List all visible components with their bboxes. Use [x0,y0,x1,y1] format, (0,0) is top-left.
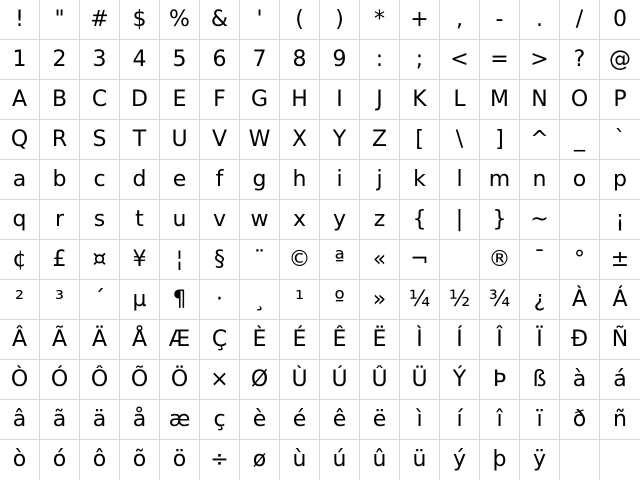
glyph-cell[interactable]: ? [560,40,600,80]
glyph-cell[interactable]: ® [480,240,520,280]
glyph-cell[interactable]: W [240,120,280,160]
glyph-cell[interactable]: Z [360,120,400,160]
glyph-cell[interactable]: r [40,200,80,240]
glyph-cell[interactable]: O [560,80,600,120]
glyph-cell[interactable]: s [80,200,120,240]
glyph-cell[interactable]: j [360,160,400,200]
glyph-cell[interactable]: û [360,440,400,480]
glyph-cell[interactable]: k [400,160,440,200]
glyph-cell[interactable]: þ [480,440,520,480]
glyph-cell[interactable] [600,440,640,480]
glyph-cell[interactable]: à [560,360,600,400]
glyph-cell[interactable]: b [40,160,80,200]
glyph-cell[interactable]: ø [240,440,280,480]
glyph-cell[interactable]: - [480,0,520,40]
glyph-cell[interactable]: F [200,80,240,120]
glyph-cell[interactable]: ì [400,400,440,440]
glyph-cell[interactable]: ¶ [160,280,200,320]
glyph-cell[interactable]: é [280,400,320,440]
glyph-cell[interactable]: \ [440,120,480,160]
glyph-cell[interactable]: o [560,160,600,200]
glyph-cell[interactable]: ¡ [600,200,640,240]
glyph-cell[interactable]: ´ [80,280,120,320]
glyph-cell[interactable]: 5 [160,40,200,80]
glyph-cell[interactable]: L [440,80,480,120]
glyph-cell[interactable]: A [0,80,40,120]
glyph-cell[interactable]: Ï [520,320,560,360]
glyph-cell[interactable]: º [320,280,360,320]
glyph-cell[interactable]: f [200,160,240,200]
glyph-cell[interactable]: B [40,80,80,120]
glyph-cell[interactable]: X [280,120,320,160]
glyph-cell[interactable] [560,440,600,480]
glyph-cell[interactable]: Y [320,120,360,160]
glyph-cell[interactable]: 8 [280,40,320,80]
glyph-cell[interactable]: ) [320,0,360,40]
glyph-cell[interactable]: P [600,80,640,120]
glyph-cell[interactable]: Õ [120,360,160,400]
glyph-cell[interactable]: Ç [200,320,240,360]
glyph-cell[interactable]: # [80,0,120,40]
glyph-cell[interactable]: c [80,160,120,200]
glyph-cell[interactable]: î [480,400,520,440]
glyph-cell[interactable]: & [200,0,240,40]
glyph-cell[interactable]: 2 [40,40,80,80]
glyph-cell[interactable]: < [440,40,480,80]
glyph-cell[interactable]: y [320,200,360,240]
glyph-cell[interactable]: ¦ [160,240,200,280]
glyph-cell[interactable]: Æ [160,320,200,360]
glyph-cell[interactable]: z [360,200,400,240]
glyph-cell[interactable]: h [280,160,320,200]
glyph-cell[interactable]: + [400,0,440,40]
glyph-cell[interactable]: ª [320,240,360,280]
glyph-cell[interactable]: d [120,160,160,200]
glyph-cell[interactable]: ( [280,0,320,40]
glyph-cell[interactable]: Ü [400,360,440,400]
glyph-cell[interactable]: 4 [120,40,160,80]
glyph-cell[interactable]: g [240,160,280,200]
glyph-cell[interactable]: ß [520,360,560,400]
glyph-cell[interactable]: ý [440,440,480,480]
glyph-cell[interactable]: ù [280,440,320,480]
glyph-cell[interactable]: Ã [40,320,80,360]
glyph-cell[interactable]: © [280,240,320,280]
glyph-cell[interactable]: ¾ [480,280,520,320]
glyph-cell[interactable]: ² [0,280,40,320]
glyph-cell[interactable]: Ì [400,320,440,360]
glyph-cell[interactable]: È [240,320,280,360]
glyph-cell[interactable]: ë [360,400,400,440]
glyph-cell[interactable]: ü [400,440,440,480]
glyph-cell[interactable]: ð [560,400,600,440]
glyph-cell[interactable]: | [440,200,480,240]
glyph-cell[interactable]: Ä [80,320,120,360]
glyph-cell[interactable]: ñ [600,400,640,440]
glyph-cell[interactable]: " [40,0,80,40]
glyph-cell[interactable]: Ò [0,360,40,400]
glyph-cell[interactable]: ä [80,400,120,440]
glyph-cell[interactable]: ¹ [280,280,320,320]
glyph-cell[interactable]: ; [400,40,440,80]
glyph-cell[interactable]: e [160,160,200,200]
glyph-cell[interactable]: U [160,120,200,160]
glyph-cell[interactable]: Û [360,360,400,400]
glyph-cell[interactable]: ¤ [80,240,120,280]
glyph-cell[interactable]: V [200,120,240,160]
glyph-cell[interactable]: x [280,200,320,240]
glyph-cell[interactable]: % [160,0,200,40]
glyph-cell[interactable]: M [480,80,520,120]
glyph-cell[interactable]: õ [120,440,160,480]
glyph-cell[interactable]: ¯ [520,240,560,280]
glyph-cell[interactable]: u [160,200,200,240]
glyph-cell[interactable]: { [400,200,440,240]
glyph-cell[interactable]: 6 [200,40,240,80]
glyph-cell[interactable]: ' [240,0,280,40]
glyph-cell[interactable]: $ [120,0,160,40]
glyph-cell[interactable]: a [0,160,40,200]
glyph-cell[interactable]: Ë [360,320,400,360]
glyph-cell[interactable]: ½ [440,280,480,320]
glyph-cell[interactable]: · [200,280,240,320]
glyph-cell[interactable]: 3 [80,40,120,80]
glyph-cell[interactable]: ¥ [120,240,160,280]
glyph-cell[interactable]: l [440,160,480,200]
glyph-cell[interactable]: ~ [520,200,560,240]
glyph-cell[interactable]: £ [40,240,80,280]
glyph-cell[interactable]: ` [600,120,640,160]
glyph-cell[interactable]: = [480,40,520,80]
glyph-cell[interactable]: Î [480,320,520,360]
glyph-cell[interactable]: } [480,200,520,240]
glyph-cell[interactable]: D [120,80,160,120]
glyph-cell[interactable]: ÿ [520,440,560,480]
glyph-cell[interactable]: ^ [520,120,560,160]
glyph-cell[interactable]: Ñ [600,320,640,360]
glyph-cell[interactable]: E [160,80,200,120]
glyph-cell[interactable]: Á [600,280,640,320]
glyph-cell[interactable]: ± [600,240,640,280]
glyph-cell[interactable]: . [520,0,560,40]
glyph-cell[interactable]: ¬ [400,240,440,280]
glyph-cell[interactable]: Ó [40,360,80,400]
glyph-cell[interactable] [440,240,480,280]
glyph-cell[interactable]: Ø [240,360,280,400]
glyph-cell[interactable]: ° [560,240,600,280]
glyph-cell[interactable]: æ [160,400,200,440]
glyph-cell[interactable]: á [600,360,640,400]
glyph-cell[interactable]: í [440,400,480,440]
glyph-cell[interactable]: ï [520,400,560,440]
glyph-cell[interactable]: ô [80,440,120,480]
glyph-cell[interactable]: _ [560,120,600,160]
glyph-cell[interactable]: × [200,360,240,400]
glyph-cell[interactable]: ¨ [240,240,280,280]
glyph-cell[interactable]: « [360,240,400,280]
glyph-cell[interactable]: R [40,120,80,160]
glyph-cell[interactable]: / [560,0,600,40]
glyph-cell[interactable]: S [80,120,120,160]
glyph-cell[interactable]: Ê [320,320,360,360]
glyph-cell[interactable] [560,200,600,240]
glyph-cell[interactable]: n [520,160,560,200]
glyph-cell[interactable]: C [80,80,120,120]
glyph-cell[interactable]: ¿ [520,280,560,320]
glyph-cell[interactable]: â [0,400,40,440]
glyph-cell[interactable]: w [240,200,280,240]
glyph-cell[interactable]: è [240,400,280,440]
glyph-cell[interactable]: ö [160,440,200,480]
glyph-cell[interactable]: @ [600,40,640,80]
glyph-cell[interactable]: [ [400,120,440,160]
glyph-cell[interactable]: p [600,160,640,200]
glyph-cell[interactable]: ã [40,400,80,440]
glyph-cell[interactable]: > [520,40,560,80]
glyph-cell[interactable]: T [120,120,160,160]
glyph-cell[interactable]: K [400,80,440,120]
glyph-cell[interactable]: Ö [160,360,200,400]
glyph-cell[interactable]: Q [0,120,40,160]
glyph-cell[interactable]: É [280,320,320,360]
glyph-cell[interactable]: i [320,160,360,200]
glyph-cell[interactable]: ó [40,440,80,480]
glyph-cell[interactable]: v [200,200,240,240]
glyph-cell[interactable]: ¼ [400,280,440,320]
glyph-cell[interactable]: ¸ [240,280,280,320]
glyph-cell[interactable]: Ô [80,360,120,400]
glyph-cell[interactable]: Ú [320,360,360,400]
glyph-cell[interactable]: » [360,280,400,320]
glyph-cell[interactable]: * [360,0,400,40]
glyph-cell[interactable]: ò [0,440,40,480]
glyph-cell[interactable]: : [360,40,400,80]
glyph-cell[interactable]: Ð [560,320,600,360]
glyph-cell[interactable]: , [440,0,480,40]
glyph-cell[interactable]: Â [0,320,40,360]
glyph-cell[interactable]: N [520,80,560,120]
glyph-cell[interactable]: ¢ [0,240,40,280]
glyph-cell[interactable]: µ [120,280,160,320]
glyph-cell[interactable]: å [120,400,160,440]
glyph-cell[interactable]: G [240,80,280,120]
glyph-cell[interactable]: ÷ [200,440,240,480]
glyph-cell[interactable]: H [280,80,320,120]
glyph-cell[interactable]: § [200,240,240,280]
glyph-cell[interactable]: t [120,200,160,240]
glyph-cell[interactable]: q [0,200,40,240]
glyph-cell[interactable]: Å [120,320,160,360]
glyph-cell[interactable]: ê [320,400,360,440]
glyph-cell[interactable]: À [560,280,600,320]
glyph-cell[interactable]: 9 [320,40,360,80]
glyph-cell[interactable]: m [480,160,520,200]
glyph-cell[interactable]: 1 [0,40,40,80]
glyph-cell[interactable]: Ù [280,360,320,400]
glyph-cell[interactable]: ! [0,0,40,40]
glyph-cell[interactable]: Í [440,320,480,360]
glyph-cell[interactable]: Ý [440,360,480,400]
glyph-cell[interactable]: ] [480,120,520,160]
glyph-cell[interactable]: 7 [240,40,280,80]
glyph-cell[interactable]: I [320,80,360,120]
glyph-cell[interactable]: ú [320,440,360,480]
glyph-cell[interactable]: J [360,80,400,120]
glyph-cell[interactable]: ç [200,400,240,440]
glyph-cell[interactable]: Þ [480,360,520,400]
glyph-cell[interactable]: ³ [40,280,80,320]
glyph-cell[interactable]: 0 [600,0,640,40]
